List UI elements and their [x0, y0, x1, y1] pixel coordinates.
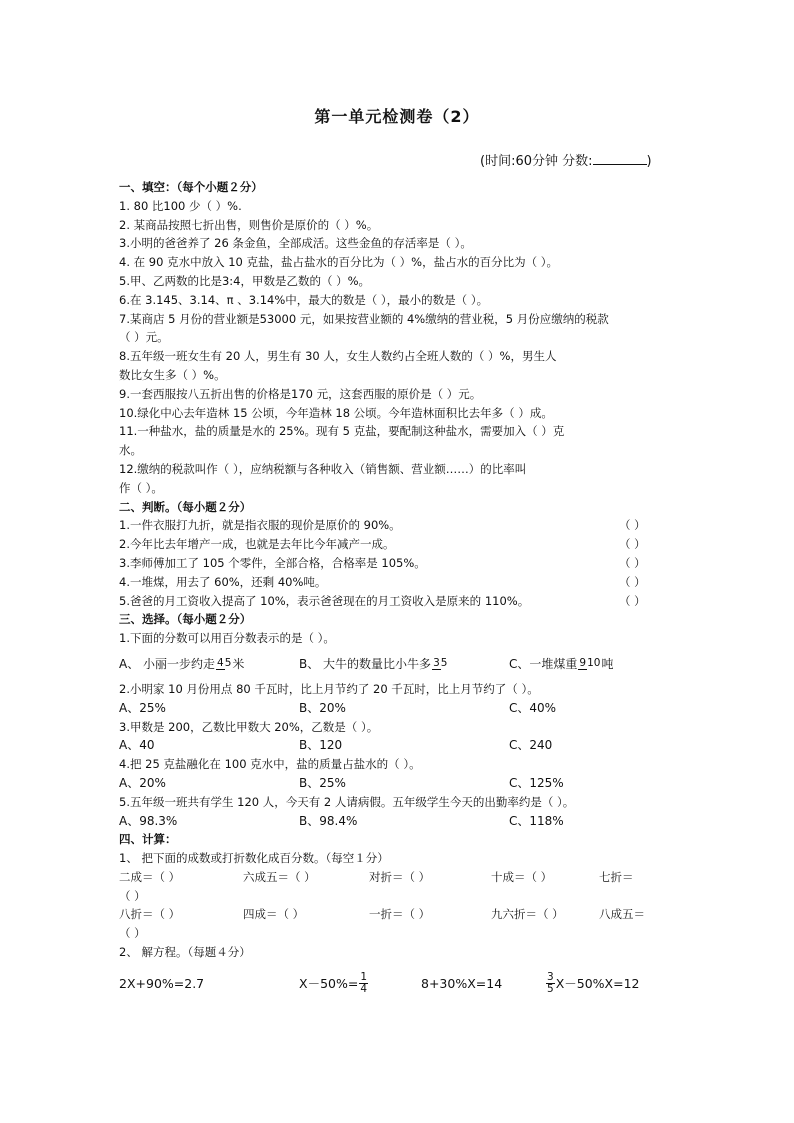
choice-q1: 1.下面的分数可以用百分数表示的是（ ）。 [119, 631, 335, 646]
exam-content [119, 178, 679, 1002]
fill-q8-line1: 8.五年级一班女生有 20 人，男生有 30 人，女生人数约占全班人数的（ ）%，男生人 [119, 349, 557, 364]
fill-q10: 10.绿化中心去年造林 15 公顷，今年造林 18 公顷。今年造林面积比去年多（ ）成。 [119, 405, 553, 420]
equations-row [119, 966, 679, 1002]
fill-q8-line2: 数比女生多（ ）%。 [119, 367, 226, 382]
choice-option-b[interactable]: B、120 [299, 738, 343, 753]
choice-q3: 3.甲数是 200，乙数比甲数大 20%，乙数是（ ）。 [119, 719, 379, 734]
choice-option-b[interactable] [299, 655, 509, 674]
section-fill-heading: 一、填空：（每个小题２分） [119, 180, 263, 194]
convert-item[interactable]: 九六折＝（ ） [491, 907, 564, 922]
choice-option-a[interactable]: A、25% [119, 700, 166, 715]
choice-option-c[interactable]: C、118% [509, 813, 564, 828]
judge-text: 3.李师傅加工了 105 个零件，全部合格，合格率是 105%。 [119, 555, 426, 570]
choice-q1-options [119, 648, 679, 680]
equation-2 [299, 972, 421, 995]
convert-item[interactable]: 八成五＝ [599, 907, 645, 922]
calc-part2: 2、 解方程。（每题４分） [119, 945, 251, 960]
numerator: 1 [360, 971, 368, 984]
judge-item [119, 573, 679, 592]
equation-text: X－50%= [299, 975, 359, 991]
choice-q2-options [119, 699, 679, 718]
denominator: 5 [224, 657, 232, 670]
choice-option-b[interactable]: B、20% [299, 700, 346, 715]
judge-answer[interactable]: （ ） [619, 518, 646, 533]
score-blank[interactable] [593, 152, 647, 165]
equation-text: X－50%X=12 [555, 975, 640, 991]
fill-q3: 3.小明的爸爸养了 26 条金鱼，全部成活。这些金鱼的存活率是（ ）。 [119, 236, 472, 251]
fill-q7-line1: 7.某商店 5 月份的营业额是53000 元，如果按营业额的 4%缴纳的营业税，5 月份应缴纳的税款 [119, 311, 609, 326]
option-text: C、一堆煤重 [509, 656, 578, 671]
judge-item [119, 535, 679, 554]
choice-option-c[interactable]: C、125% [509, 775, 564, 790]
fraction [432, 658, 447, 670]
section-calc-heading: 四、计算： [119, 832, 177, 847]
fill-q5: 5.甲、乙两数的比是3:4，甲数是乙数的（ ）%。 [119, 273, 371, 288]
judge-text: 1.一件衣服打九折，就是指衣服的现价是原价的 90%。 [119, 518, 401, 533]
choice-option-c[interactable]: C、40% [509, 700, 557, 715]
fill-q9: 9.一套西服按八五折出售的价格是170 元，这套西服的原价是（ ）元。 [119, 386, 482, 401]
convert-item[interactable]: 十成＝（ ） [491, 869, 553, 884]
section-choice-heading: 三、选择。（每小题２分） [119, 612, 252, 627]
time-score-label: (时间:60分钟 分数: [480, 154, 593, 169]
equation-1: 2X+90%=2.7 [119, 975, 205, 991]
convert-item[interactable]: 二成＝（ ） [119, 869, 181, 884]
fill-q12-line2: 作（ ）。 [119, 480, 163, 495]
judge-text: 4.一堆煤，用去了 60%，还剩 40%吨。 [119, 574, 327, 589]
option-unit: 米 [232, 656, 245, 671]
convert-item[interactable]: 六成五＝（ ） [243, 869, 316, 884]
choice-option-a[interactable] [119, 655, 299, 674]
convert-item[interactable]: 四成＝（ ） [243, 907, 305, 922]
choice-q5-options [119, 812, 679, 831]
judge-answer[interactable]: （ ） [619, 593, 646, 608]
meta-close: ) [646, 154, 652, 169]
convert-row-2-cont[interactable]: （ ） [119, 926, 146, 941]
convert-item[interactable]: 一折＝（ ） [369, 907, 431, 922]
choice-option-a[interactable]: A、40 [119, 738, 155, 753]
fraction [578, 658, 600, 670]
convert-item[interactable]: 七折＝ [599, 869, 634, 884]
fill-q6: 6.在 3.145、3.14、π 、3.14%中，最大的数是（ ），最小的数是（ ）。 [119, 292, 489, 307]
denominator: 10 [587, 657, 601, 670]
denominator: 5 [547, 983, 554, 996]
numerator: 4 [217, 657, 224, 670]
choice-q4: 4.把 25 克盐融化在 100 克水中，盐的质量占盐水的（ ）。 [119, 757, 421, 772]
fill-q1: 1. 80 比100 少（ ）%. [119, 198, 242, 213]
numerator: 9 [579, 657, 587, 670]
judge-item [119, 554, 679, 573]
fraction [359, 972, 368, 995]
fill-q11-line2: 水。 [119, 443, 142, 458]
choice-q5: 5.五年级一班共有学生 120 人，今天有 2 人请病假。五年级学生今天的出勤率约是（ ）。 [119, 794, 575, 809]
choice-q2: 2.小明家 10 月份用点 80 千瓦时，比上月节约了 20 千瓦时，比上月节约了（ ）。 [119, 681, 539, 696]
choice-option-c[interactable]: C、240 [509, 738, 553, 753]
choice-option-a[interactable]: A、20% [119, 775, 166, 790]
fill-q2: 2. 某商品按照七折出售，则售价是原价的（ ）%。 [119, 217, 379, 232]
exam-meta [480, 150, 652, 169]
option-text: A、 小丽一步约走 [119, 656, 216, 671]
choice-option-b[interactable]: B、98.4% [299, 813, 358, 828]
page-title: 第一单元检测卷（2） [314, 107, 480, 126]
judge-text: 2.今年比去年增产一成，也就是去年比今年减产一成。 [119, 537, 395, 552]
numerator: 3 [547, 971, 554, 984]
fill-q11-line1: 11.一种盐水，盐的质量是水的 25%。现有 5 克盐，要配制这种盐水，需要加入（ ）克 [119, 424, 565, 439]
convert-item[interactable]: 八折＝（ ） [119, 907, 181, 922]
judge-text: 5.爸爸的月工资收入提高了 10%，表示爸爸现在的月工资收入是原来的 110%。 [119, 593, 530, 608]
choice-q4-options [119, 774, 679, 793]
option-text: B、 大牛的数量比小牛多 [299, 656, 432, 671]
denominator: 4 [360, 983, 368, 996]
choice-q3-options [119, 736, 679, 755]
choice-option-b[interactable]: B、25% [299, 775, 346, 790]
equation-3: 8+30%X=14 [421, 975, 503, 991]
option-unit: 吨 [601, 656, 614, 671]
fraction [216, 658, 231, 670]
equation-4 [545, 972, 639, 995]
convert-item[interactable]: 对折＝（ ） [369, 869, 431, 884]
fraction [546, 972, 555, 995]
choice-option-a[interactable]: A、98.3% [119, 813, 178, 828]
numerator: 3 [433, 657, 440, 670]
convert-row-2 [119, 905, 679, 924]
fill-q12-line1: 12.缴纳的税款叫作（ ），应纳税额与各种收入（销售额、营业额……）的比率叫 [119, 461, 527, 476]
section-judge-heading: 二、判断。（每小题２分） [119, 499, 252, 514]
judge-answer[interactable]: （ ） [619, 555, 646, 570]
fill-q7-line2: （ ）元。 [119, 330, 169, 345]
judge-item [119, 516, 679, 535]
calc-part1: 1、 把下面的成数或打折数化成百分数。（每空１分） [119, 851, 389, 866]
convert-row-1-cont[interactable]: （ ） [119, 888, 146, 903]
judge-item [119, 592, 679, 611]
judge-answer[interactable]: （ ） [619, 574, 646, 589]
choice-option-c[interactable] [509, 655, 679, 674]
denominator: 5 [440, 657, 448, 670]
convert-row-1 [119, 868, 679, 887]
fill-q4: 4. 在 90 克水中放入 10 克盐，盐占盐水的百分比为（ ）%，盐占水的百分比为（ ）。 [119, 255, 559, 270]
judge-answer[interactable]: （ ） [619, 537, 646, 552]
